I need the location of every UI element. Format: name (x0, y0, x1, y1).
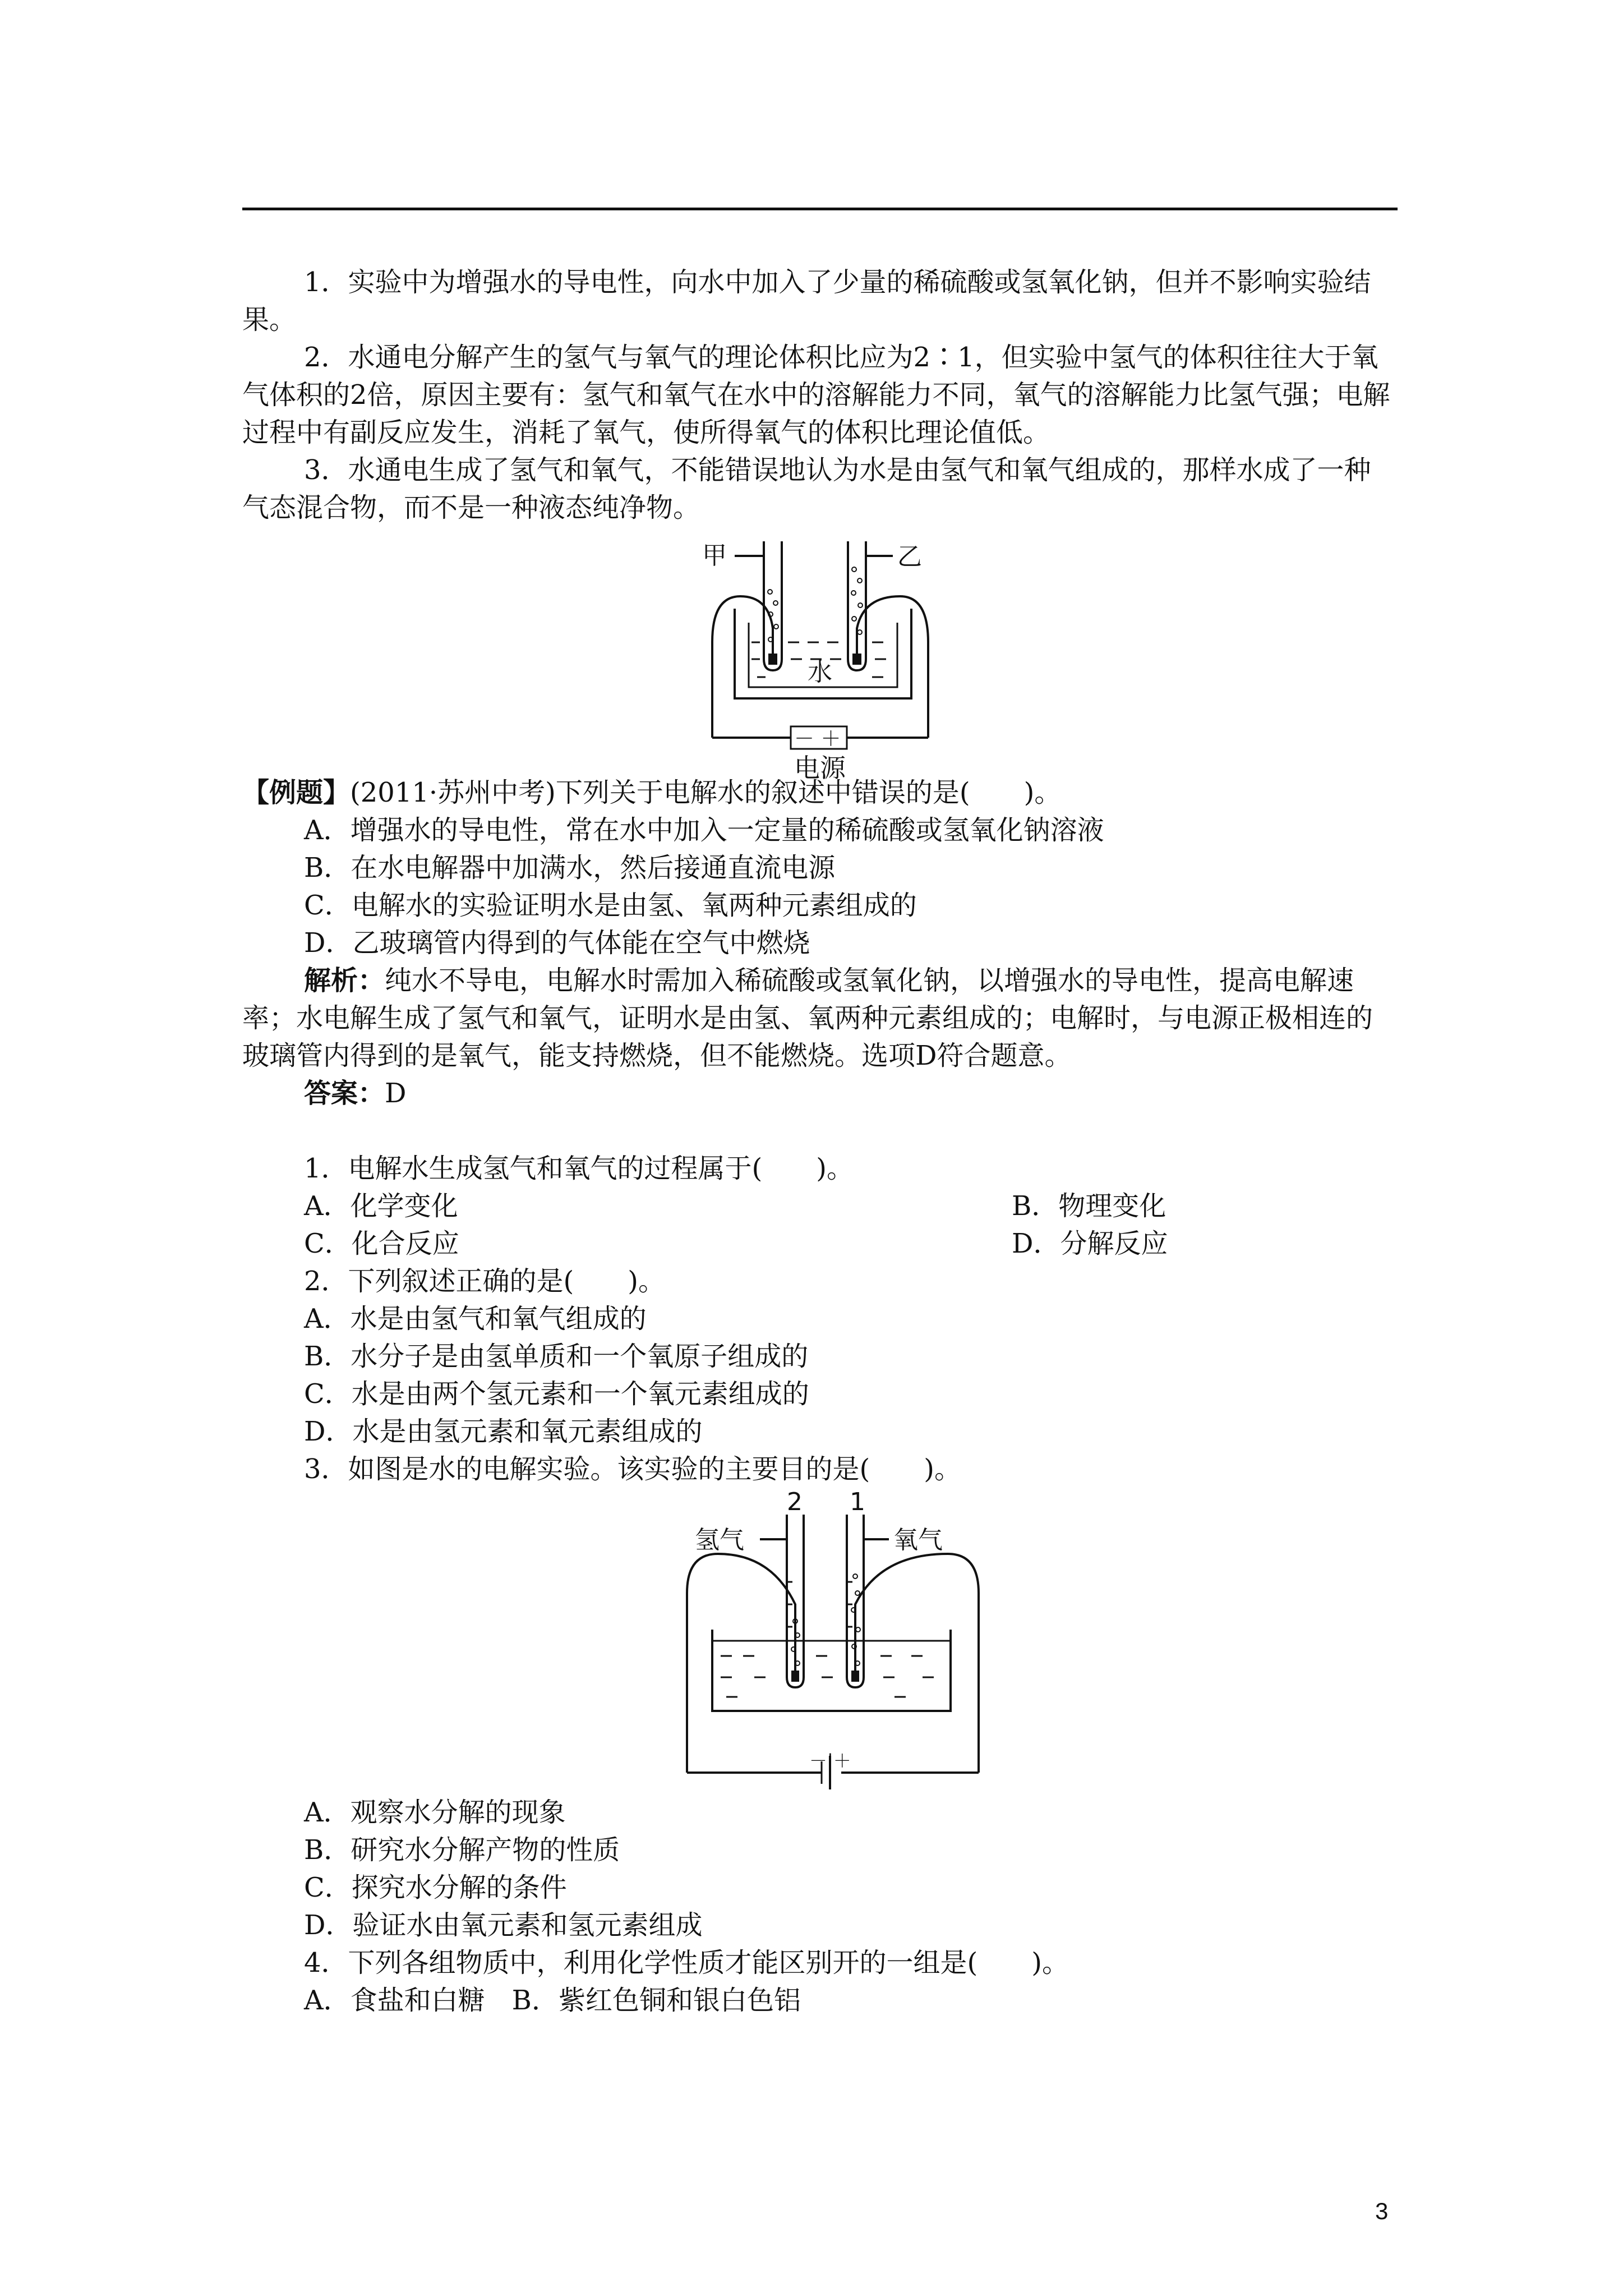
water-tank-2 (712, 1630, 951, 1711)
wire-left-2 (687, 1554, 795, 1773)
example-option-b: B．在水电解器中加满水，然后接通直流电源 (304, 852, 836, 884)
q3-stem: 3．如图是水的电解实验。该实验的主要目的是( )。 (304, 1453, 961, 1485)
wire-right (857, 596, 928, 738)
electrolysis-apparatus-diagram (695, 530, 942, 783)
q2-option-b: B．水分子是由氢单质和一个氧原子组成的 (304, 1341, 809, 1372)
wire-right-2 (855, 1554, 979, 1773)
electrolysis-figure-1 (695, 530, 942, 783)
analysis-label: 解析： (304, 965, 385, 996)
label-jia: 甲 (702, 541, 727, 570)
answer-label: 答案： (304, 1078, 385, 1109)
q4-stem: 4．下列各组物质中，利用化学性质才能区别开的一组是( )。 (304, 1947, 1069, 1978)
example-question: (2011·苏州中考)下列关于电解水的叙述中错误的是( )。 (350, 777, 1062, 808)
q3-option-a: A．观察水分解的现象 (304, 1797, 566, 1828)
page-number: 3 (1375, 2198, 1389, 2224)
example-option-c: C．电解水的实验证明水是由氢、氧两种元素组成的 (304, 890, 917, 921)
note-3: 3．水通电生成了氢气和氧气，不能错误地认为水是由氢气和氧气组成的，那样水成了一种气态混合物，而不是一种液态纯净物。 (242, 454, 1371, 523)
label-yi: 乙 (897, 542, 922, 571)
label-water: 水 (808, 658, 832, 687)
note-1: 1．实验中为增强水的导电性，向水中加入了少量的稀硫酸或氢氧化钠，但并不影响实验结果。 (242, 266, 1371, 335)
q4-options: A．食盐和白糖 B．紫红色铜和银白色铝 (304, 1985, 801, 2016)
example-option-a: A．增强水的导电性，常在水中加入一定量的稀硫酸或氢氧化钠溶液 (304, 815, 1104, 846)
battery-polarity: － ＋ (794, 728, 841, 751)
q2-option-c: C．水是由两个氢元素和一个氧元素组成的 (304, 1378, 809, 1410)
example-option-d: D．乙玻璃管内得到的气体能在空气中燃烧 (304, 927, 810, 959)
example-answer (304, 1075, 407, 1112)
q2-option-d: D．水是由氢元素和氧元素组成的 (304, 1416, 703, 1447)
example-analysis (242, 962, 1398, 1075)
tube-number-2: 2 (787, 1488, 803, 1516)
label-oxygen: 氧气 (893, 1526, 943, 1554)
q1-option-c: C．化合反应 (304, 1228, 459, 1259)
label-hydrogen: 氢气 (695, 1526, 744, 1554)
q1-option-a: A．化学变化 (304, 1190, 458, 1222)
electrolysis-figure-2 (687, 1488, 990, 1786)
example-tag: 【例题】 (242, 777, 351, 808)
q3-option-d: D．验证水由氧元素和氢元素组成 (304, 1910, 703, 1941)
q1-row-1 (304, 1188, 1166, 1225)
label-power: 电源 (794, 753, 846, 783)
q1-option-b: B．物理变化 (1012, 1190, 1166, 1222)
q3-option-b: B．研究水分解产物的性质 (304, 1834, 620, 1866)
example-stem (242, 774, 1061, 812)
q2-option-a: A．水是由氢气和氧气组成的 (304, 1303, 647, 1335)
q1-row-2 (304, 1225, 1168, 1263)
q3-option-c: C．探究水分解的条件 (304, 1872, 567, 1903)
battery-polarity-2: －|＋ (809, 1750, 851, 1772)
tube-number-1: 1 (850, 1488, 865, 1516)
header-rule (242, 208, 1398, 210)
answer-value: D (385, 1078, 407, 1109)
notes-section (242, 264, 1398, 527)
q1-stem: 1．电解水生成氢气和氧气的过程属于( )。 (304, 1153, 854, 1184)
note-2: 2．水通电分解产生的氢气与氧气的理论体积比应为2∶1，但实验中氢气的体积往往大于氧气体积的2倍，原因主要有：氢气和氧气在水中的溶解能力不同，氧气的溶解能力比氢气强；电解过程中有副反应发生，消耗了氧气，使所得氧气的体积比理论值低。 (242, 342, 1390, 448)
q2-stem: 2．下列叙述正确的是( )。 (304, 1266, 665, 1297)
q1-option-d: D．分解反应 (1012, 1228, 1168, 1259)
analysis-text: 纯水不导电，电解水时需加入稀硫酸或氢氧化钠，以增强水的导电性，提高电解速率；水电解生成了氢气和氧气，证明水是由氢、氧两种元素组成的；电解时，与电源正极相连的玻璃管内得到的是氧气，能支持燃烧，但不能燃烧。选项D符合题意。 (242, 965, 1373, 1071)
electrolysis-apparatus-diagram-2 (687, 1488, 990, 1784)
